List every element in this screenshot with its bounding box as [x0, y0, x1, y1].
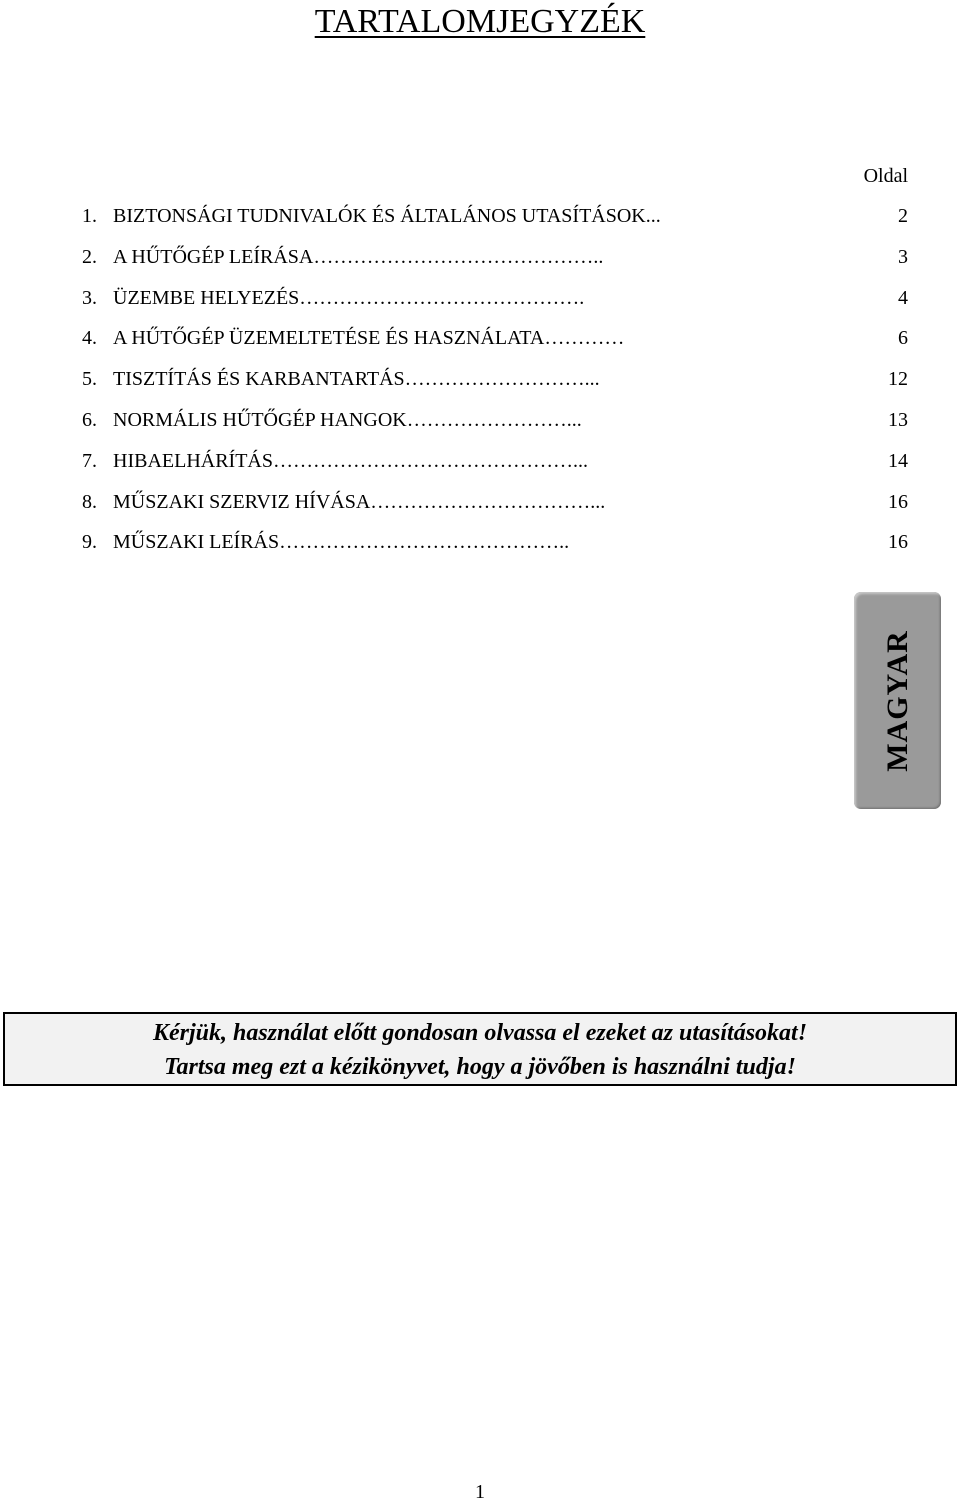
- table-of-contents: [82, 204, 908, 571]
- toc-entry-page: 16: [888, 531, 908, 554]
- toc-entry-4[interactable]: [82, 326, 908, 367]
- toc-entry-number: 8.: [82, 490, 97, 513]
- toc-entry-label: MŰSZAKI SZERVIZ HÍVÁSA……………………………...: [113, 490, 606, 513]
- toc-entry-label: A HŰTŐGÉP ÜZEMELTETÉSE ÉS HASZNÁLATA…………: [113, 327, 625, 350]
- toc-entry-number: 4.: [82, 327, 97, 350]
- toc-entry-7[interactable]: [82, 449, 908, 490]
- toc-entry-page: 4: [898, 286, 908, 309]
- toc-entry-number: 2.: [82, 245, 97, 268]
- toc-entry-number: 1.: [82, 205, 97, 227]
- toc-entry-label: BIZTONSÁGI TUDNIVALÓK ÉS ÁLTALÁNOS UTASÍTÁSOK...: [113, 205, 661, 227]
- toc-entry-2[interactable]: [82, 245, 908, 286]
- toc-entry-page: 16: [888, 490, 908, 513]
- toc-entry-number: 9.: [82, 531, 97, 554]
- toc-entry-8[interactable]: [82, 490, 908, 531]
- toc-entry-label: A HŰTŐGÉP LEÍRÁSA……………………………………..: [113, 245, 604, 268]
- toc-entry-5[interactable]: [82, 367, 908, 408]
- page-number: 1: [475, 1481, 485, 1503]
- toc-entry-number: 6.: [82, 408, 97, 431]
- language-tab: [854, 592, 941, 809]
- page-title: TARTALOMJEGYZÉK: [314, 3, 646, 40]
- toc-entry-1[interactable]: [82, 204, 908, 245]
- toc-entry-page: 13: [888, 408, 908, 431]
- toc-entry-label: ÜZEMBE HELYEZÉS…………………………………….: [113, 286, 585, 309]
- toc-entry-page: 3: [898, 245, 908, 268]
- toc-entry-9[interactable]: [82, 530, 908, 571]
- language-tab-label: MAGYAR: [880, 629, 914, 772]
- notice-line-2: Tartsa meg ezt a kézikönyvet, hogy a jövőben is használni tudja!: [164, 1054, 796, 1080]
- notice-line-1: Kérjük, használat előtt gondosan olvassa el ezeket az utasításokat!: [152, 1020, 808, 1046]
- toc-entry-3[interactable]: [82, 286, 908, 327]
- toc-entry-page: 2: [898, 205, 908, 227]
- toc-entry-label: MŰSZAKI LEÍRÁS……………………………………..: [113, 531, 570, 554]
- toc-entry-label: TISZTÍTÁS ÉS KARBANTARTÁS………………………...: [113, 368, 600, 391]
- page-column-header: Oldal: [863, 165, 908, 187]
- toc-entry-number: 3.: [82, 286, 97, 309]
- toc-entry-number: 7.: [82, 449, 97, 472]
- toc-entry-6[interactable]: [82, 408, 908, 449]
- toc-entry-page: 12: [888, 368, 908, 391]
- toc-entry-page: 14: [888, 449, 908, 472]
- toc-entry-page: 6: [898, 327, 908, 350]
- toc-entry-number: 5.: [82, 368, 97, 391]
- toc-entry-label: HIBAELHÁRÍTÁS………………………………………...: [113, 449, 588, 472]
- toc-entry-label: NORMÁLIS HŰTŐGÉP HANGOK……………………...: [113, 408, 582, 431]
- notice-box: [3, 1012, 957, 1086]
